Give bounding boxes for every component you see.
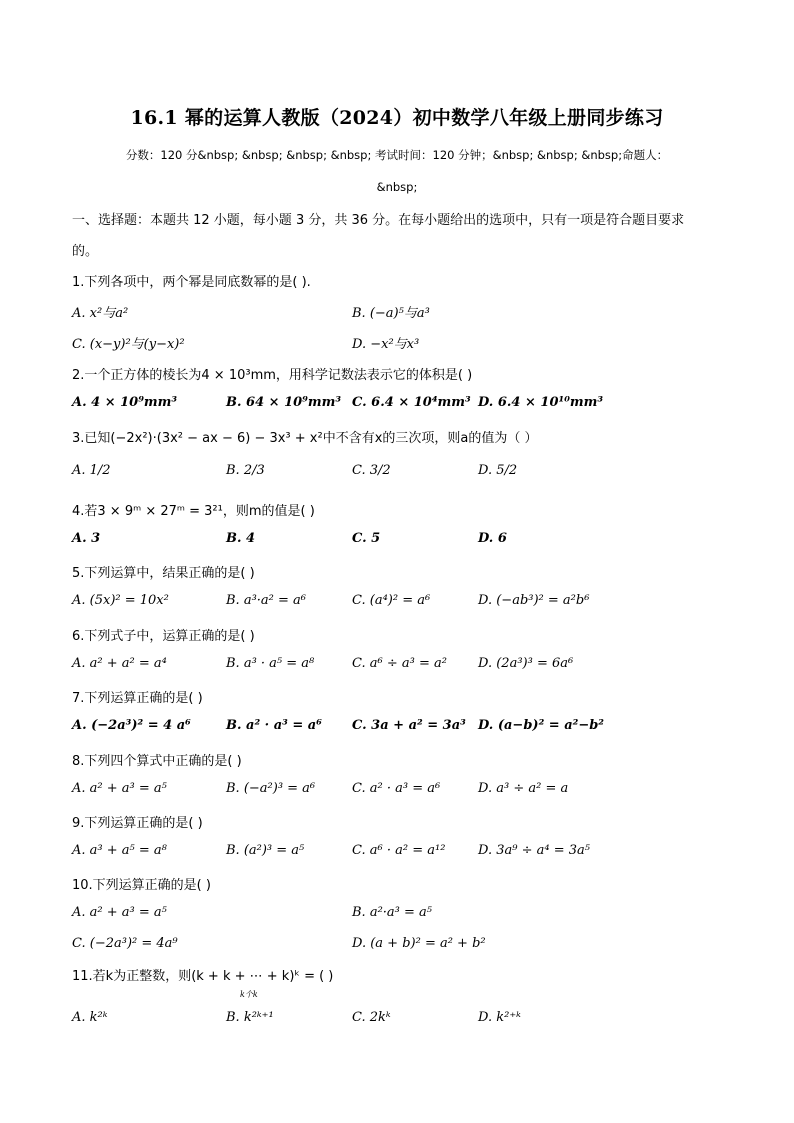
q10-option-a: A. a² + a³ = a⁵ bbox=[72, 905, 167, 920]
q3-option-b: B. 2/3 bbox=[226, 463, 265, 478]
q9-option-b: B. (a²)³ = a⁵ bbox=[226, 843, 305, 858]
q5-option-b: B. a³·a² = a⁶ bbox=[226, 593, 306, 608]
q7-option-d: D. (a−b)² = a²−b² bbox=[478, 718, 605, 733]
section-instructions-2: 的。 bbox=[72, 244, 99, 259]
question-4-stem: 4.若3 × 9ᵐ × 27ᵐ = 3²¹，则m的值是( ) bbox=[72, 504, 315, 519]
q10-option-d: D. (a + b)² = a² + b² bbox=[352, 936, 486, 951]
q1-option-b: B. (−a)⁵与a³ bbox=[352, 306, 430, 321]
q8-option-b: B. (−a²)³ = a⁶ bbox=[226, 781, 316, 796]
question-8-stem: 8.下列四个算式中正确的是( ) bbox=[72, 754, 242, 769]
q2-option-d: D. 6.4 × 10¹⁰mm³ bbox=[478, 395, 604, 410]
q7-option-b: B. a² · a³ = a⁶ bbox=[226, 718, 322, 733]
q10-option-b: B. a²·a³ = a⁵ bbox=[352, 905, 432, 920]
q5-option-a: A. (5x)² = 10x² bbox=[72, 593, 169, 608]
question-5-stem: 5.下列运算中，结果正确的是( ) bbox=[72, 566, 255, 581]
q9-option-a: A. a³ + a⁵ = a⁸ bbox=[72, 843, 167, 858]
q5-option-d: D. (−ab³)² = a²b⁶ bbox=[478, 593, 590, 608]
section-instructions-1: 一、选择题：本题共 12 小题，每小题 3 分，共 36 分。在每小题给出的选项中，只有一项是符合题目要求 bbox=[72, 213, 685, 228]
question-11-stem: 11.若k为正整数，则(k + k + ⋯ + k)ᵏ = ( ) bbox=[72, 969, 334, 984]
q5-option-c: C. (a⁴)² = a⁶ bbox=[352, 593, 431, 608]
q8-option-a: A. a² + a³ = a⁵ bbox=[72, 781, 167, 796]
q6-option-a: A. a² + a² = a⁴ bbox=[72, 656, 167, 671]
q7-option-a: A. (−2a³)² = 4 a⁶ bbox=[72, 718, 191, 733]
question-7-stem: 7.下列运算正确的是( ) bbox=[72, 691, 203, 706]
q1-option-a: A. x²与a² bbox=[72, 306, 129, 321]
q11-option-c: C. 2kᵏ bbox=[352, 1010, 391, 1025]
q2-option-c: C. 6.4 × 10⁴mm³ bbox=[352, 395, 471, 410]
q8-option-d: D. a³ ÷ a² = a bbox=[478, 781, 569, 796]
q11-option-b: B. k²ᵏ⁺¹ bbox=[226, 1010, 274, 1025]
question-6-stem: 6.下列式子中，运算正确的是( ) bbox=[72, 629, 255, 644]
q4-option-b: B. 4 bbox=[226, 531, 256, 546]
q3-option-c: C. 3/2 bbox=[352, 463, 391, 478]
question-10-stem: 10.下列运算正确的是( ) bbox=[72, 878, 211, 893]
q11-underbrace-note: k个k bbox=[240, 990, 258, 999]
q6-option-d: D. (2a³)³ = 6a⁶ bbox=[478, 656, 574, 671]
q6-option-c: C. a⁶ ÷ a³ = a² bbox=[352, 656, 447, 671]
q1-option-c: C. (x−y)²与(y−x)² bbox=[72, 337, 185, 352]
q8-option-c: C. a² · a³ = a⁶ bbox=[352, 781, 441, 796]
exam-meta-line2: &nbsp; bbox=[376, 180, 418, 194]
q1-option-d: D. −x²与x³ bbox=[352, 337, 420, 352]
question-9-stem: 9.下列运算正确的是( ) bbox=[72, 816, 203, 831]
q9-option-d: D. 3a⁹ ÷ a⁴ = 3a⁵ bbox=[478, 843, 590, 858]
q6-option-b: B. a³ · a⁵ = a⁸ bbox=[226, 656, 315, 671]
q10-option-c: C. (−2a³)² = 4a⁹ bbox=[72, 936, 178, 951]
question-3-stem: 3.已知(−2x²)·(3x² − ax − 6) − 3x³ + x²中不含有x的三次项，则a的值为（ ） bbox=[72, 431, 538, 446]
question-2-stem: 2.一个正方体的棱长为4 × 10³mm，用科学记数法表示它的体积是( ) bbox=[72, 368, 473, 383]
q7-option-c: C. 3a + a² = 3a³ bbox=[352, 718, 466, 733]
q3-option-a: A. 1/2 bbox=[72, 463, 111, 478]
q11-option-d: D. k²⁺ᵏ bbox=[478, 1010, 521, 1025]
q2-option-b: B. 64 × 10⁹mm³ bbox=[226, 395, 342, 410]
q2-option-a: A. 4 × 10⁹mm³ bbox=[72, 395, 178, 410]
q4-option-c: C. 5 bbox=[352, 531, 381, 546]
q9-option-c: C. a⁶ · a² = a¹² bbox=[352, 843, 446, 858]
page-title: 16.1 幂的运算人教版（2024）初中数学八年级上册同步练习 bbox=[130, 107, 664, 129]
q4-option-d: D. 6 bbox=[478, 531, 507, 546]
q3-option-d: D. 5/2 bbox=[478, 463, 518, 478]
q4-option-a: A. 3 bbox=[72, 531, 101, 546]
exam-meta-line1: 分数：120 分&nbsp; &nbsp; &nbsp; &nbsp; 考试时间：120 分钟；&nbsp; &nbsp; &nbsp;命题人： bbox=[125, 148, 669, 162]
question-1-stem: 1.下列各项中，两个幂是同底数幂的是( ). bbox=[72, 275, 311, 290]
q11-option-a: A. k²ᵏ bbox=[72, 1010, 108, 1025]
